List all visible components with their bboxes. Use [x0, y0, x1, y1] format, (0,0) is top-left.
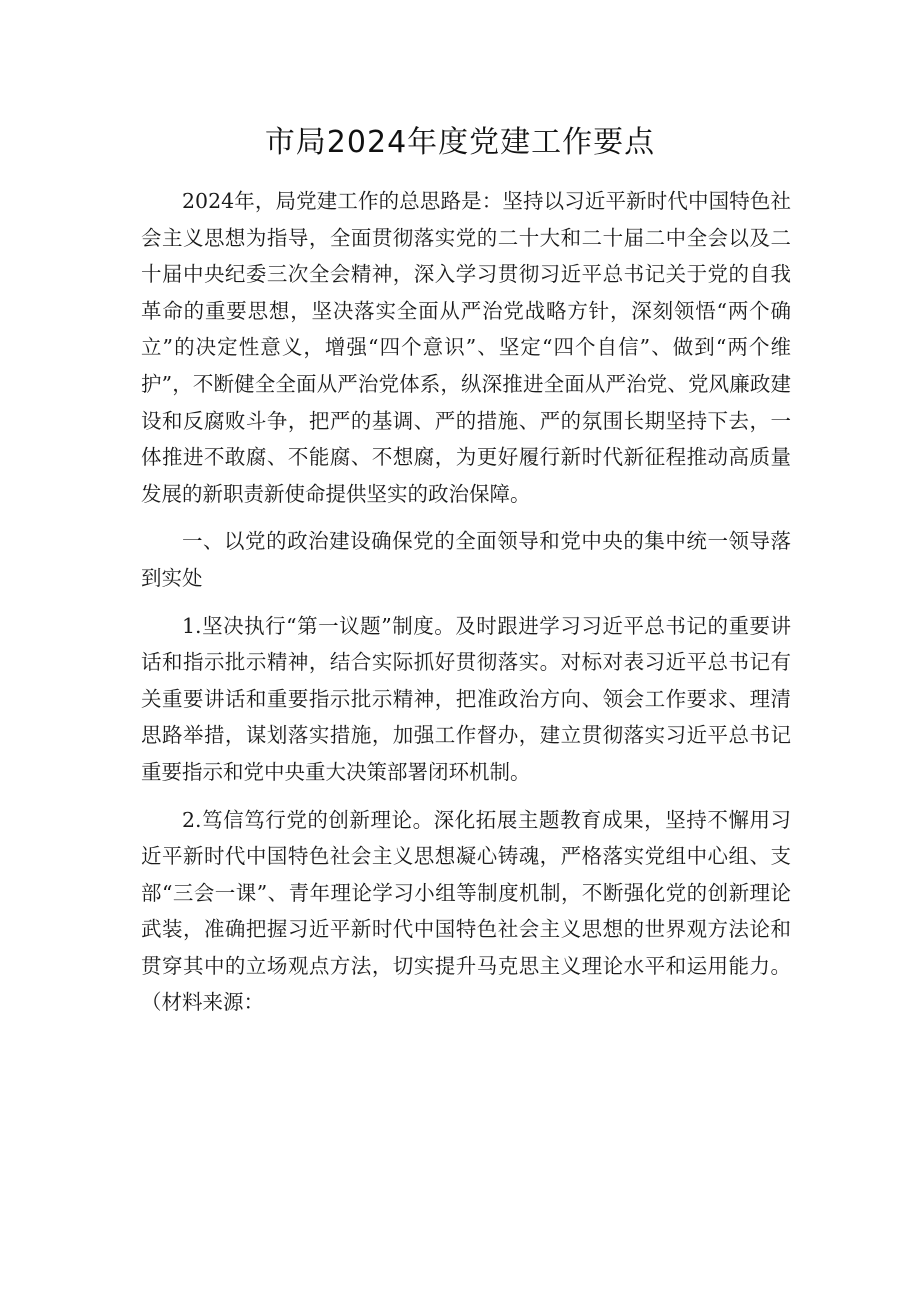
- item-paragraph-1: 1.坚决执行“第一议题”制度。及时跟进学习习近平总书记的重要讲话和指示批示精神，结合实际抓好贯彻落实。对标对表习近平总书记有关重要讲话和重要指示批示精神，把准政治方向、领会工作要求、理清思路举措，谋划落实措施，加强工作督办，建立贯彻落实习近平总书记重要指示和党中央重大决策部署闭环机制。: [141, 613, 791, 784]
- document-body: [141, 183, 791, 1021]
- section-heading-1: 一、以党的政治建设确保党的全面领导和党中央的集中统一领导落到实处: [141, 529, 791, 590]
- intro-paragraph: 2024年，局党建工作的总思路是：坚持以习近平新时代中国特色社会主义思想为指导，全面贯彻落实党的二十大和二十届二中全会以及二十届中央纪委三次全会精神，深入学习贯彻习近平总书记关于党的自我革命的重要思想，坚决落实全面从严治党战略方针，深刻领悟“两个确立”的决定性意义，增强“四个意识”、坚定“四个自信”、做到“两个维护”，不断健全全面从严治党体系，纵深推进全面从严治党、党风廉政建设和反腐败斗争，把严的基调、严的措施、严的氛围长期坚持下去，一体推进不敢腐、不能腐、不想腐，为更好履行新时代新征程推动高质量发展的新职责新使命提供坚实的政治保障。: [141, 189, 791, 506]
- document-title: 市局2024年度党建工作要点: [264, 125, 656, 160]
- item-paragraph-2: 2.笃信笃行党的创新理论。深化拓展主题教育成果，坚持不懈用习近平新时代中国特色社会主义思想凝心铸魂，严格落实党组中心组、支部“三会一课”、青年理论学习小组等制度机制，不断强化党的创新理论武装，准确把握习近平新时代中国特色社会主义思想的世界观方法论和贯穿其中的立场观点方法，切实提升马克思主义理论水平和运用能力。（材料来源：: [141, 807, 791, 1015]
